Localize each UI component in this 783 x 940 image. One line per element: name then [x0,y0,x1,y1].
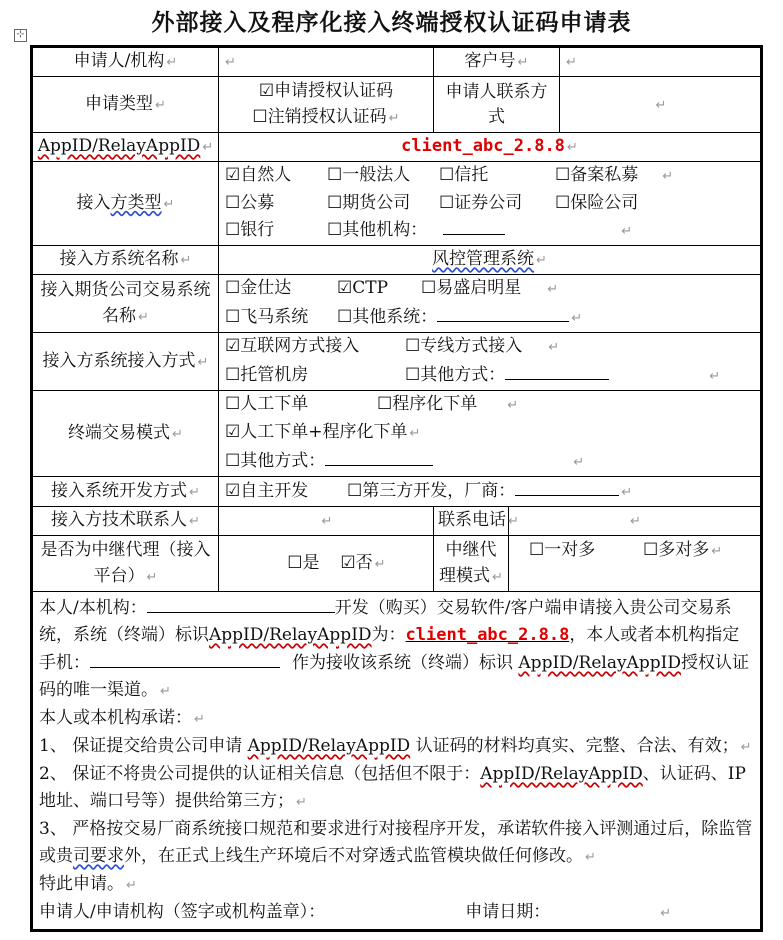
system-name-field[interactable]: 风控管理系统 ↵ [219,246,762,275]
trade-mode-label: 终端交易模式 ↵ [32,391,219,477]
relay-mode-label: 中继代理模式 ↵ [434,536,509,592]
dev-self[interactable]: ☑自主开发 [225,481,309,501]
access-private-fund[interactable]: ☐备案私募 [555,165,639,185]
phone-field[interactable]: ↵ [509,507,762,536]
form-title: 外部接入及程序化接入终端授权认证码申请表 [151,9,632,36]
apply-option-request[interactable]: ☑申请授权认证码 [258,80,394,101]
conn-hosted-room[interactable]: ☐托管机房 [225,365,309,385]
relay-label: 是否为中继代理（接入平台） ↵ [32,536,219,592]
client-no-label: 客户号 ↵ [434,47,560,77]
applicant-contact-label: 申请人联系方式 [434,77,560,133]
applicant-label: 申请人/机构 ↵ [32,47,219,77]
futures-esunny[interactable]: ☐易盛启明星 [421,278,522,298]
client-no-field[interactable]: ↵ [560,47,762,77]
statement-phone-blank[interactable] [90,649,280,668]
connection-label: 接入方系统接入方式 ↵ [32,333,219,391]
apply-type-label: 申请类型 ↵ [32,77,219,133]
dev-method-label: 接入系统开发方式 ↵ [32,477,219,507]
mode-manual[interactable]: ☐人工下单 [225,394,309,414]
access-securities-company[interactable]: ☐证券公司 [439,193,523,213]
mode-other[interactable]: ☐其他方式： [225,451,326,471]
relay-no[interactable]: ☑否 [340,552,373,573]
mode-other-blank[interactable] [325,447,433,466]
dev-vendor-blank[interactable] [515,477,619,496]
futures-jinshida[interactable]: ☐金仕达 [225,278,292,298]
mode-manual-program[interactable]: ☑人工下单+程序化下单 [225,422,408,442]
date-label: 申请日期： [465,902,551,922]
statement-name-blank[interactable] [147,594,335,613]
conn-other[interactable]: ☐其他方式： [405,365,506,385]
access-general-legal[interactable]: ☐一般法人 [327,165,411,185]
relay-many-to-many[interactable]: ☐多对多 [643,540,710,560]
system-name-label: 接入方系统名称 ↵ [32,246,219,275]
access-futures-company[interactable]: ☐期货公司 [327,193,411,213]
commitment-heading: 本人或本机构承诺： ↵ [39,708,205,728]
applicant-field[interactable]: ↵ [219,47,434,77]
applicant-contact-field[interactable]: ↵ [560,77,762,133]
futures-other[interactable]: ☐其他系统： [337,307,438,327]
access-public-fund[interactable]: ☐公募 [225,193,275,213]
relay-one-to-many[interactable]: ☐一对多 [529,540,596,560]
futures-system-label: 接入期货公司交易系统名称 ↵ [32,275,219,333]
futures-ctp[interactable]: ☑CTP [337,278,389,298]
other-institution-blank[interactable] [443,216,505,235]
tech-contact-label: 接入方技术联系人 ↵ [32,507,219,536]
access-other-institution[interactable]: ☐其他机构： [327,220,428,240]
statement-paragraph: 本人/本机构： 开发（购买）交易软件/客户端申请接入贵公司交易系统，系统（终端）标识AppID/RelayAppID为：client_abc_2.8.8，本人或者本机构指定手机： 作为接收该系统（终端）标识 AppID/RelayAppID授权认证码的唯一渠道。 ↵ [39,594,754,705]
futures-other-blank[interactable] [437,303,569,322]
special-application: 特此申请。 ↵ [39,874,137,894]
signature-label: 申请人/申请机构（签字或机构盖章）： [39,902,326,922]
conn-dedicated-line[interactable]: ☐专线方式接入 [405,336,523,356]
commitment-item-2: 2、 保证不将贵公司提供的认证相关信息（包括但不限于：AppID/RelayAppID、认证码、IP地址、端口号等）提供给第三方； ↵ [39,764,746,811]
signature-line: 申请人/申请机构（签字或机构盖章）： 申请日期： ↵ [39,902,672,922]
access-insurance-company[interactable]: ☐保险公司 [555,193,639,213]
appid-field[interactable]: client_abc_2.8.8 ↵ [219,133,762,162]
phone-label: 联系电话 ↵ [434,507,509,536]
table-move-handle-icon[interactable]: ⊹ [14,29,27,42]
tech-contact-field[interactable]: ↵ [219,507,434,536]
commitment-item-3: 3、 严格按交易厂商系统接口规范和要求进行对接程序开发，承诺软件接入评测通过后，除监管或贵司要求外，在正式上线生产环境后不对穿透式监管模块做任何修改。 ↵ [39,819,753,866]
access-trust[interactable]: ☐信托 [439,165,489,185]
commitment-item-1: 1、 保证提交给贵公司申请 AppID/RelayAppID 认证码的材料均真实、完整、合法、有效； ↵ [39,736,752,756]
apply-option-cancel[interactable]: ☐注销授权认证码 [252,106,387,127]
application-table: 申请人/机构 ↵ ↵ 客户号 ↵ ↵ 申请类型 ↵ ☑申请授权认证码 ☐注销授权认证码 ↵ 申请人联系方式 ↵ AppID/RelayAppID ↵ client_abc_2.8.8 ↵ 接入方类型 ↵ ☑自然人 ☐一般法人 ☐信托 ☐备案私募 ↵ ☐公募 ☐期货公司 ☐证券公司 ☐保险公司 ☐银行 ☐其他机构： ↵ 接入方系统名称 ↵ 风控管理系统 ↵ 接入期货公司交易系统名称 ↵ ☐金仕达 ☑CTP ☐易盛启明星 ↵ ☐飞马系统 ☐其他系统： ↵ 接入方系统接入方式 ↵ ☑互联网方式接入 ☐专线方式接入 ↵ ☐托管机房 ☐其他方式： ↵ 终端交易模式 ↵ ☐人工下单 ☐程序化下单 ↵ ☑人工下单+程序化下单 ↵ ☐其他方式： ↵ 接入系统开发方式 ↵ ☑自主开发 ☐第三方开发，厂商： ↵ 接入方技术联系人 ↵ ↵ 联系电话 ↵ ↵ 是否为中继代理（接入平台） ↵ ☐是 ☑否 ↵ 中继代理模式 ↵ ☐一对多 ☐多对多 ↵ 本人/本机构： 开发（购买）交易软件/客户端申请接入贵公司交易系统，系统（终端）标识AppID/RelayAppID为：client_abc_2.8.8，本人或者本机构指定手机： 作为接收该系统（终端）标识 AppID/RelayAppID授权认证码的唯一渠道。 ↵ 本人或本机构承诺： ↵ 1、 保证提交给贵公司申请 AppID/RelayAppID 认证码的材料均真实、完整、合法、有效； ↵ 2、 保证不将贵公司提供的认证相关信息（包括但不限于：AppID/RelayAppID、认证码、IP地址、端口号等）提供给第三方； ↵ 3、 严格按交易厂商系统接口规范和要求进行对接程序开发，承诺软件接入评测通过后，除监管或贵司要求外，在正式上线生产环境后不对穿透式监管模块做任何修改。 ↵ 特此申请。 ↵ 申请人/申请机构（签字或机构盖章）： 申请日期： ↵ [30,45,763,932]
mode-program[interactable]: ☐程序化下单 [377,394,478,414]
conn-other-blank[interactable] [505,361,609,380]
appid-label: AppID/RelayAppID ↵ [32,133,219,162]
access-bank[interactable]: ☐银行 [225,220,275,240]
futures-feima[interactable]: ☐飞马系统 [225,307,309,327]
dev-third-party[interactable]: ☐第三方开发，厂商： [347,481,516,501]
conn-internet[interactable]: ☑互联网方式接入 [225,336,360,356]
statement-section [32,592,762,931]
relay-yes[interactable]: ☐是 [287,552,320,573]
access-type-label: 接入方类型 ↵ [32,162,219,246]
access-natural-person[interactable]: ☑自然人 [225,165,292,185]
